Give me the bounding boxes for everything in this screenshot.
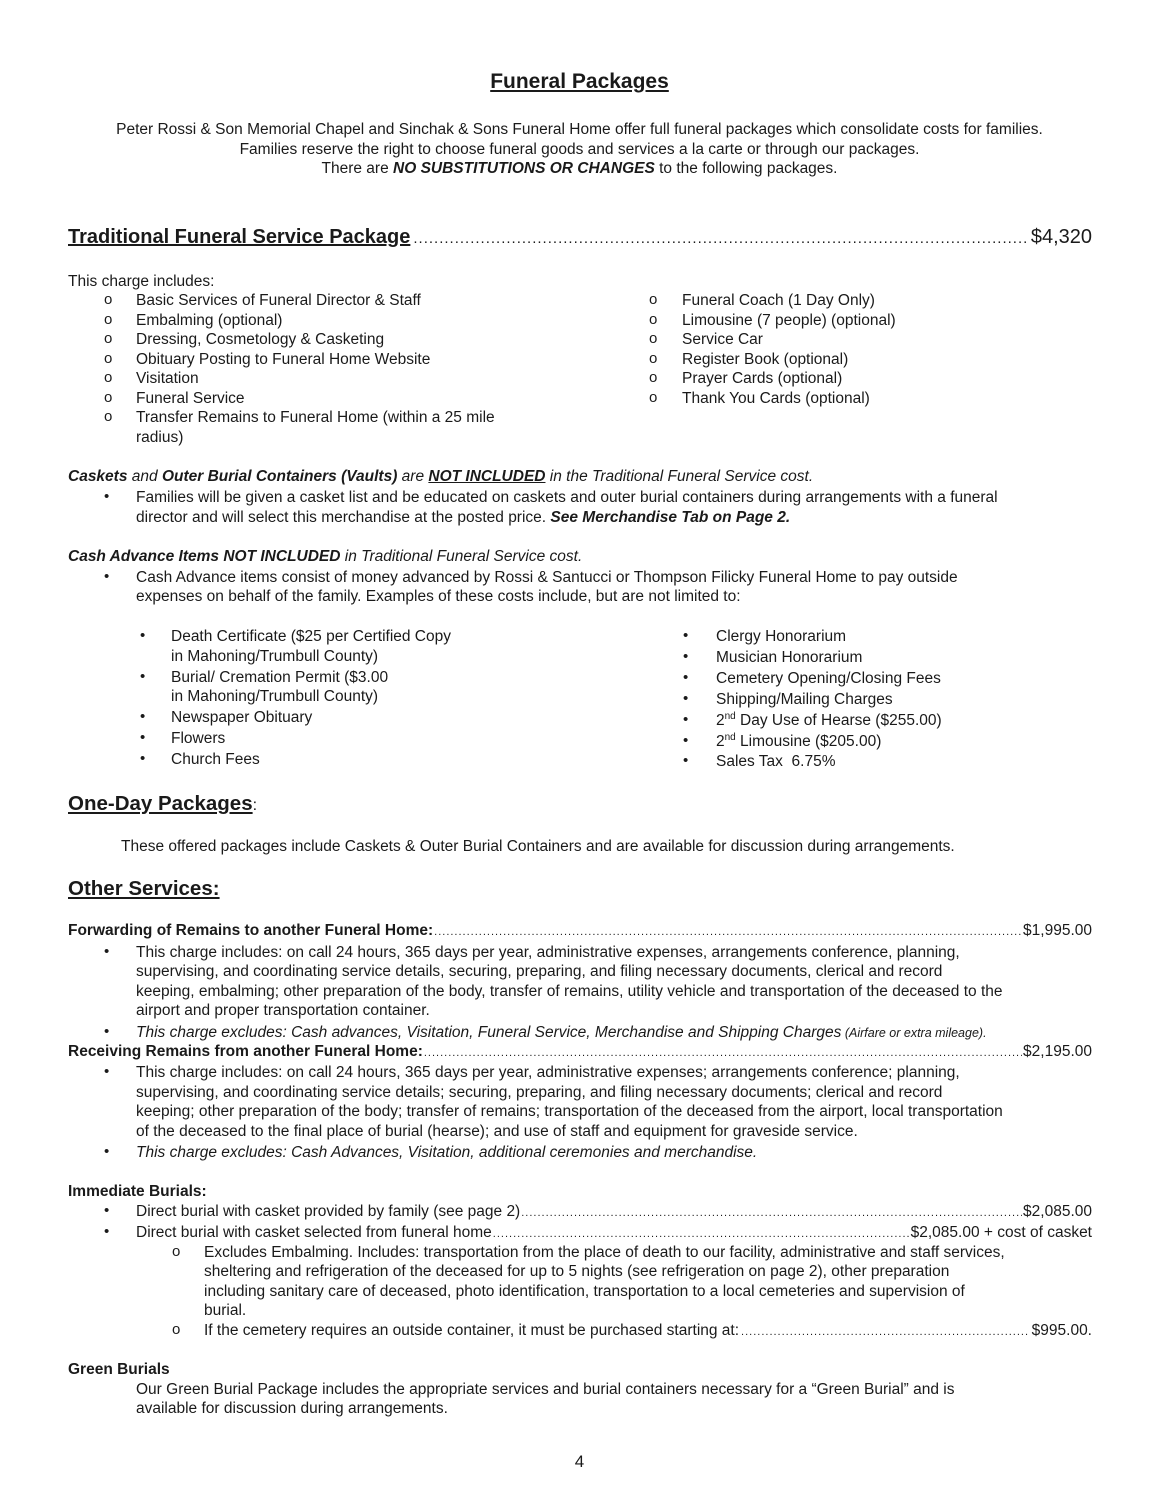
- list-item: Musician Honorarium: [716, 649, 863, 666]
- green-burials-line: Our Green Burial Package includes the appropriate services and burial containers necessary for a “Green Burial” and is: [136, 1381, 955, 1398]
- traditional-package-price: $4,320: [1030, 226, 1092, 248]
- green-burials-line: available for discussion during arrangements.: [136, 1400, 448, 1417]
- receiving-row: [68, 1042, 1092, 1064]
- outside-container-label: If the cemetery requires an outside container, it must be purchased starting at:: [204, 1322, 740, 1339]
- list-item: Service Car: [682, 331, 763, 348]
- list-item-continuation: in Mahoning/Trumbull County): [171, 648, 379, 665]
- list-item-continuation: radius): [136, 429, 184, 446]
- immediate-burials-heading: Immediate Burials:: [68, 1183, 207, 1200]
- forwarding-line: This charge includes: on call 24 hours, 365 days per year, administrative expenses, arrangements conference, planning,: [136, 944, 960, 961]
- bullet-icon: [104, 1202, 109, 1220]
- one-day-text: These offered packages include Caskets & Outer Burial Containers and are available for discussion during arrangements.: [121, 838, 955, 855]
- leader-dots: [493, 1225, 910, 1245]
- immediate-sub-line: Excludes Embalming. Includes: transportation from the place of death to our facility, administrative and staff services,: [204, 1244, 1005, 1261]
- bullet-icon: [104, 1023, 109, 1041]
- leader-dots: [424, 1044, 1022, 1064]
- bullet-icon: [140, 750, 145, 768]
- list-item: Flowers: [171, 730, 226, 747]
- circle-bullet-icon: [104, 408, 112, 426]
- list-item: Embalming (optional): [136, 312, 283, 329]
- includes-label: This charge includes:: [68, 273, 215, 290]
- immediate-sub-line: including sanitary care of deceased, photo identification, transportation to a local cemeteries and supervision of: [204, 1283, 965, 1300]
- caskets-note-heading: Caskets and Outer Burial Containers (Vaults) are NOT INCLUDED in the Traditional Funeral Service cost.: [68, 468, 814, 485]
- bullet-icon: [104, 568, 109, 586]
- list-item: Death Certificate ($25 per Certified Copy: [171, 628, 451, 645]
- list-item: Funeral Service: [136, 390, 245, 407]
- list-item: Newspaper Obituary: [171, 709, 313, 726]
- receiving-label: Receiving Remains from another Funeral Home:: [68, 1043, 423, 1060]
- circle-bullet-icon: [649, 311, 657, 329]
- circle-bullet-icon: [104, 291, 112, 309]
- forwarding-excludes: This charge excludes: Cash advances, Visitation, Funeral Service, Merchandise and Shipping Charges (Airfare or extra mileage).: [136, 1024, 987, 1041]
- circle-bullet-icon: [172, 1243, 180, 1261]
- immediate-item-label: Direct burial with casket provided by family (see page 2): [136, 1203, 521, 1220]
- circle-bullet-icon: [104, 369, 112, 387]
- cash-advance-line-2: expenses on behalf of the family. Examples of these costs include, but are not limited to:: [136, 588, 741, 605]
- circle-bullet-icon: [649, 369, 657, 387]
- receiving-line: keeping; other preparation of the body; transfer of remains; transportation of the deceased from the airport, local transportation: [136, 1103, 1003, 1120]
- bullet-icon: [140, 668, 145, 686]
- circle-bullet-icon: [649, 350, 657, 368]
- circle-bullet-icon: [649, 330, 657, 348]
- intro-line-1: Peter Rossi & Son Memorial Chapel and Sinchak & Sons Funeral Home offer full funeral packages which consolidate costs for families.: [116, 121, 1043, 138]
- list-item: Sales Tax 6.75%: [716, 753, 836, 770]
- list-item: Burial/ Cremation Permit ($3.00: [171, 669, 389, 686]
- page-title: Funeral Packages: [490, 70, 669, 93]
- circle-bullet-icon: [649, 389, 657, 407]
- list-item: Shipping/Mailing Charges: [716, 691, 893, 708]
- page-number: 4: [574, 1452, 585, 1471]
- bullet-icon: [683, 669, 688, 687]
- list-item: Cemetery Opening/Closing Fees: [716, 670, 941, 687]
- caskets-bullet-line-2: director and will select this merchandise at the posted price. See Merchandise Tab on Page 2.: [136, 509, 791, 526]
- list-item: Church Fees: [171, 751, 260, 768]
- immediate-item-label: Direct burial with casket selected from funeral home: [136, 1224, 492, 1241]
- leader-dots: [521, 1204, 1022, 1224]
- circle-bullet-icon: [649, 291, 657, 309]
- circle-bullet-icon: [172, 1321, 180, 1339]
- list-item: Visitation: [136, 370, 199, 387]
- bullet-icon: [104, 488, 109, 506]
- forwarding-line: keeping, embalming; other preparation of the body, transfer of remains, utility vehicle and transportation of the deceased to the: [136, 983, 1003, 1000]
- bullet-icon: [104, 943, 109, 961]
- list-item: Prayer Cards (optional): [682, 370, 843, 387]
- immediate-sub-line: burial.: [204, 1302, 247, 1319]
- green-burials-heading: Green Burials: [68, 1361, 170, 1378]
- circle-bullet-icon: [104, 311, 112, 329]
- receiving-price: $2,195.00: [1023, 1043, 1092, 1060]
- list-item: Register Book (optional): [682, 351, 849, 368]
- bullet-icon: [104, 1063, 109, 1081]
- list-item: Clergy Honorarium: [716, 628, 847, 645]
- traditional-package-title: Traditional Funeral Service Package: [68, 226, 411, 248]
- list-item: Obituary Posting to Funeral Home Website: [136, 351, 431, 368]
- list-item: 2nd Limousine ($205.00): [716, 731, 882, 750]
- circle-bullet-icon: [104, 330, 112, 348]
- outside-container-price: $995.00.: [1031, 1322, 1092, 1339]
- forwarding-price: $1,995.00: [1023, 922, 1092, 939]
- immediate-sub-line: sheltering and refrigeration of the deceased for up to 5 nights (see refrigeration on page 2), other preparation: [204, 1263, 950, 1280]
- receiving-line: This charge includes: on call 24 hours, 365 days per year, administrative expenses; arrangements conference; planning,: [136, 1064, 960, 1081]
- bullet-icon: [683, 690, 688, 708]
- bullet-icon: [683, 752, 688, 770]
- traditional-package-heading: [68, 226, 1092, 249]
- circle-bullet-icon: [104, 389, 112, 407]
- list-item: Dressing, Cosmetology & Casketing: [136, 331, 385, 348]
- bullet-icon: [683, 711, 688, 729]
- bullet-icon: [104, 1143, 109, 1161]
- list-item: Thank You Cards (optional): [682, 390, 870, 407]
- leader-dots: [434, 923, 1022, 943]
- bullet-icon: [683, 732, 688, 750]
- receiving-excludes: This charge excludes: Cash Advances, Visitation, additional ceremonies and merchandise.: [136, 1144, 758, 1161]
- caskets-bullet-line-1: Families will be given a casket list and be educated on caskets and outer burial containers during arrangements with a funeral: [136, 489, 998, 506]
- cash-advance-line-1: Cash Advance items consist of money advanced by Rossi & Santucci or Thompson Filicky Funeral Home to pay outside: [136, 569, 958, 586]
- immediate-item-price: $2,085.00: [1023, 1203, 1092, 1220]
- list-item-continuation: in Mahoning/Trumbull County): [171, 688, 379, 705]
- list-item: Limousine (7 people) (optional): [682, 312, 896, 329]
- leader-dots: [413, 230, 1027, 247]
- outside-container-row: [204, 1321, 1092, 1343]
- other-services-heading: Other Services:: [68, 877, 220, 900]
- receiving-line: supervising, and coordinating service details; securing, preparing, and filing necessary documents; clerical and record: [136, 1084, 943, 1101]
- immediate-item-1: [136, 1202, 1092, 1224]
- list-item: Basic Services of Funeral Director & Staff: [136, 292, 421, 309]
- list-item: Transfer Remains to Funeral Home (within a 25 mile: [136, 409, 495, 426]
- forwarding-line: supervising, and coordinating service details, securing, preparing, and filing necessary documents, clerical and record: [136, 963, 943, 980]
- cash-advance-heading: Cash Advance Items NOT INCLUDED in Traditional Funeral Service cost.: [68, 548, 583, 565]
- bullet-icon: [683, 627, 688, 645]
- forwarding-line: airport and proper transportation container.: [136, 1002, 430, 1019]
- bullet-icon: [140, 729, 145, 747]
- intro-line-2: Families reserve the right to choose funeral goods and services a la carte or through our packages.: [239, 141, 920, 158]
- bullet-icon: [104, 1223, 109, 1241]
- immediate-item-2: [136, 1223, 1092, 1245]
- forwarding-row: [68, 921, 1092, 943]
- bullet-icon: [683, 648, 688, 666]
- receiving-line: of the deceased to the final place of burial (hearse); and use of staff and equipment for graveside service.: [136, 1123, 858, 1140]
- list-item: Funeral Coach (1 Day Only): [682, 292, 875, 309]
- one-day-heading: One-Day Packages:: [68, 792, 258, 815]
- intro-line-3: There are NO SUBSTITUTIONS OR CHANGES to the following packages.: [321, 160, 838, 177]
- list-item: 2nd Day Use of Hearse ($255.00): [716, 710, 942, 729]
- forwarding-label: Forwarding of Remains to another Funeral Home:: [68, 922, 434, 939]
- bullet-icon: [140, 627, 145, 645]
- leader-dots: [741, 1323, 1030, 1343]
- circle-bullet-icon: [104, 350, 112, 368]
- immediate-item-price: $2,085.00 + cost of casket: [910, 1224, 1092, 1241]
- bullet-icon: [140, 708, 145, 726]
